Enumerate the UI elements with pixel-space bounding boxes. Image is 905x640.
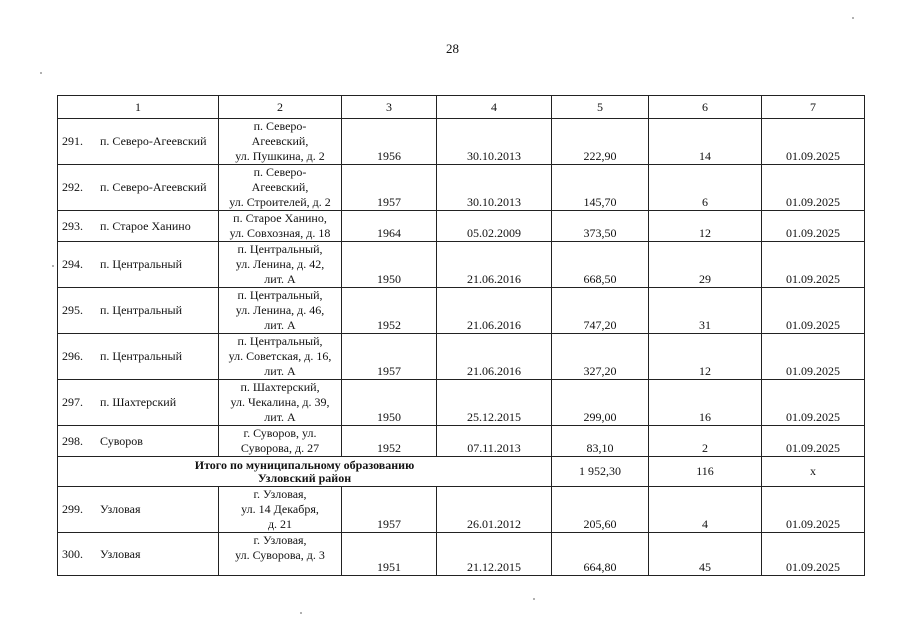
table-row [58,165,865,211]
address-line: Агеевский, [251,180,309,194]
settlement-name: п. Центральный [100,303,183,317]
deadline-cell: 01.09.2025 [762,487,865,533]
residents-cell: 16 [649,380,762,426]
scan-speck [852,17,854,19]
address-line: ул. Совхозная, д. 18 [229,226,331,240]
area-cell: 222,90 [552,119,649,165]
residents-cell: 12 [649,334,762,380]
address-cell [219,288,342,334]
total-residents: 116 [649,457,762,487]
header-row [58,96,865,119]
year-cell: 1951 [342,533,437,576]
settlement-cell [58,426,219,457]
scan-speck [52,265,54,267]
address-line: п. Старое Ханино, [233,211,327,225]
address-line: лит. А [264,364,296,378]
address-cell [219,334,342,380]
settlement-cell [58,334,219,380]
table-row [58,487,865,533]
address-cell [219,487,342,533]
address-line: ул. 14 Декабря, [241,502,319,516]
table-row [58,334,865,380]
total-label-line: Узловский район [257,470,352,485]
address-line: ул. Ленина, д. 46, [235,303,325,317]
date-cell: 07.11.2013 [437,426,552,457]
area-cell: 327,20 [552,334,649,380]
settlement-cell [58,211,219,242]
year-cell: 1950 [342,380,437,426]
date-cell: 21.06.2016 [437,288,552,334]
address-line: п. Шахтерский, [240,380,320,394]
deadline-cell: 01.09.2025 [762,119,865,165]
address-line: Агеевский, [251,134,309,148]
date-cell: 30.10.2013 [437,119,552,165]
table-row [58,380,865,426]
deadline-cell: 01.09.2025 [762,288,865,334]
row-number: 297. [62,395,83,409]
address-line: лит. А [264,272,296,286]
deadline-cell: 01.09.2025 [762,211,865,242]
total-row [58,457,865,487]
address-line: ул. Строителей, д. 2 [229,195,331,209]
address-line: ул. Советская, д. 16, [228,349,332,363]
deadline-cell: 01.09.2025 [762,242,865,288]
row-number: 298. [62,433,83,448]
date-cell: 30.10.2013 [437,165,552,211]
date-cell: 21.12.2015 [437,533,552,576]
address-cell [219,211,342,242]
residents-cell: 31 [649,288,762,334]
total-area: 1 952,30 [552,457,649,487]
residents-cell: 12 [649,211,762,242]
row-number: 294. [62,257,83,271]
scan-speck [300,612,302,614]
deadline-cell: 01.09.2025 [762,533,865,576]
settlement-cell [58,242,219,288]
address-line: лит. А [264,318,296,332]
address-cell [219,533,342,576]
residents-cell: 2 [649,426,762,457]
address-line: ул. Пушкина, д. 2 [235,149,325,163]
column-header: 5 [552,96,649,119]
scan-speck [40,72,42,74]
settlement-name: Суворов [100,433,143,448]
area-cell: 205,60 [552,487,649,533]
total-deadline: x [762,457,865,487]
area-cell: 145,70 [552,165,649,211]
settlement-name: п. Старое Ханино [100,218,191,233]
table-row [58,242,865,288]
residents-cell: 14 [649,119,762,165]
year-cell: 1952 [342,426,437,457]
year-cell: 1957 [342,165,437,211]
column-header: 2 [219,96,342,119]
total-label-line: Итого по муниципальному образованию [194,457,415,472]
address-line: п. Северо- [253,119,307,133]
area-cell: 83,10 [552,426,649,457]
address-cell [219,119,342,165]
address-line: ул. Суворова, д. 3 [235,548,325,562]
address-line: Суворова, д. 27 [240,441,320,455]
date-cell: 05.02.2009 [437,211,552,242]
area-cell: 668,50 [552,242,649,288]
residents-cell: 6 [649,165,762,211]
settlement-name: п. Шахтерский [100,395,177,409]
settlement-cell [58,288,219,334]
column-header: 3 [342,96,437,119]
column-header: 7 [762,96,865,119]
page-number: 28 [446,41,459,56]
date-cell: 21.06.2016 [437,242,552,288]
address-line: п. Центральный, [237,288,323,302]
area-cell: 299,00 [552,380,649,426]
settlement-name: п. Северо-Агеевский [100,134,207,148]
area-cell: 373,50 [552,211,649,242]
table-row [58,288,865,334]
address-line: г. Узловая, [253,487,307,501]
settlement-name: п. Северо-Агеевский [100,180,207,194]
row-number: 299. [62,502,83,516]
address-line: лит. А [264,410,296,424]
table-row [58,426,865,457]
area-cell: 664,80 [552,533,649,576]
address-line: ул. Чекалина, д. 39, [230,395,330,409]
settlement-name: Узловая [100,546,141,561]
year-cell: 1952 [342,288,437,334]
table-row [58,533,865,576]
year-cell: 1950 [342,242,437,288]
residents-cell: 29 [649,242,762,288]
address-line: г. Суворов, ул. [243,426,317,440]
date-cell: 25.12.2015 [437,380,552,426]
settlement-cell [58,165,219,211]
column-header: 6 [649,96,762,119]
row-number: 293. [62,218,83,233]
settlement-cell [58,533,219,576]
date-cell: 26.01.2012 [437,487,552,533]
settlement-name: п. Центральный [100,349,183,363]
deadline-cell: 01.09.2025 [762,426,865,457]
deadline-cell: 01.09.2025 [762,165,865,211]
date-cell: 21.06.2016 [437,334,552,380]
settlement-name: п. Центральный [100,257,183,271]
row-number: 295. [62,303,83,317]
address-line: п. Центральный, [237,242,323,256]
address-cell [219,165,342,211]
total-label [58,457,552,487]
housing-table [57,95,865,576]
address-cell [219,380,342,426]
address-cell [219,426,342,457]
row-number: 291. [62,134,83,148]
settlement-name: Узловая [100,502,141,516]
residents-cell: 45 [649,533,762,576]
column-header: 4 [437,96,552,119]
address-line: д. 21 [267,517,293,531]
year-cell: 1964 [342,211,437,242]
row-number: 300. [62,546,83,561]
scan-speck [533,598,535,600]
year-cell: 1957 [342,334,437,380]
settlement-cell [58,487,219,533]
column-header: 1 [58,96,219,119]
table-row [58,211,865,242]
row-number: 296. [62,349,83,363]
address-line: п. Северо- [253,165,307,179]
residents-cell: 4 [649,487,762,533]
year-cell: 1956 [342,119,437,165]
address-line: п. Центральный, [237,334,323,348]
settlement-cell [58,119,219,165]
year-cell: 1957 [342,487,437,533]
area-cell: 747,20 [552,288,649,334]
deadline-cell: 01.09.2025 [762,380,865,426]
settlement-cell [58,380,219,426]
address-cell [219,242,342,288]
address-line: г. Узловая, [253,533,307,547]
table-row [58,119,865,165]
deadline-cell: 01.09.2025 [762,334,865,380]
address-line: ул. Ленина, д. 42, [235,257,325,271]
row-number: 292. [62,180,83,194]
